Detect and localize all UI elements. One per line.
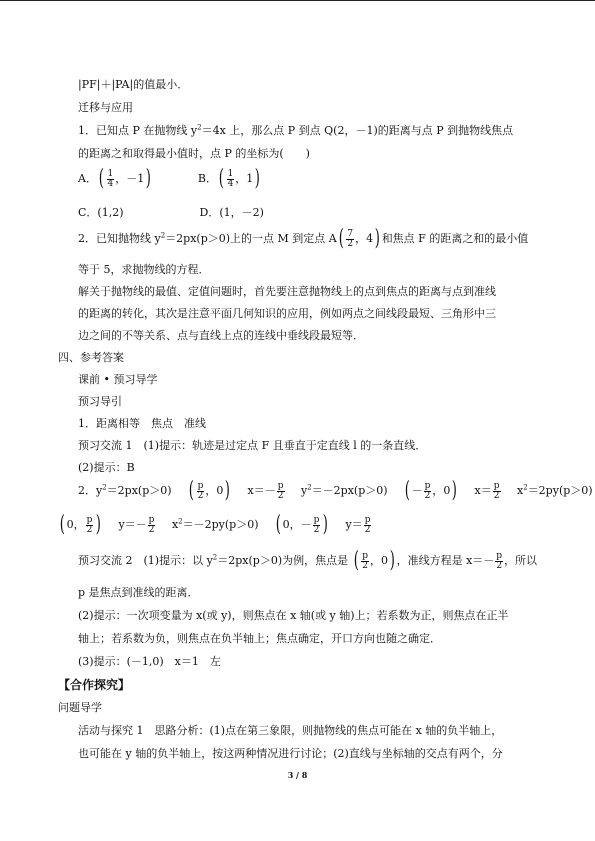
text-fragment [97,168,153,190]
text-fragment [274,514,330,536]
text-fragment: 2 [197,490,204,501]
text-fragment: p [148,514,155,525]
text-fragment: 2 [148,524,155,535]
option-c: C．(1,2) [78,206,124,219]
text-fragment: ( [404,478,410,503]
text-fragment: ＝－2px(p＞0) [311,484,388,497]
question-2 [78,228,537,250]
paren: ( [218,166,224,191]
text-fragment: ) [323,512,329,537]
text-fragment: ( [188,478,194,503]
text-fragment: y＝ [345,518,363,531]
fraction [346,230,354,249]
text-fragment [424,482,432,501]
sup: 2 [160,231,166,240]
text-line: 1．距离相等 焦点 准线 [78,417,206,430]
text-fragment: ，0 [370,554,388,567]
text-fragment: 2 [424,490,431,501]
text-line: 预习交流 1 (1)提示：轨迹是过定点 F 且垂直于定直线 l 的一条直线． [78,439,427,452]
text-fragment: ＝2py(p＞0) [527,484,593,497]
question-1 [78,123,537,139]
t: 和焦点 F 的距离之和的最小值 [381,232,529,245]
options-ab [78,168,537,190]
paren: ( [338,226,344,251]
text-fragment: ＝2px(p＞0)为例，焦点是 [217,554,349,567]
t: ，1 [235,172,254,185]
text-fragment: x＝－ [247,484,276,497]
text-fragment: p [86,514,93,525]
text-fragment: x [171,518,179,531]
section-label: 迁移与应用 [78,101,133,114]
text-fragment: ＝－2py(p＞0) [182,518,259,531]
top-rule [0,0,595,1]
text-fragment: 2 [86,524,93,535]
text-fragment [337,228,382,250]
text-fragment: p [496,550,503,561]
section-title: 【合作探究】 [58,678,131,692]
text-fragment: 2 [496,560,503,571]
formula-line-1: 2．$y^2=2px(p>0)$ ( p 2 ，0 ) x＝－ $\frac{p}{2}$ $y^2=-2px(p>0)$ ( － p 2 ，0 ) x＝ $\frac{p}{2}$ $x^2=2py(p>0)$ [78,478,593,503]
formula-line-2: ( 0， p 2 ) y＝－ $\frac{p}{2}$ $x^2=-2py(p>0)$ ( 0，－ p 2 ) y＝ $\frac{p}{2}$ [59,512,371,537]
text-fragment: p [313,514,320,525]
text-fragment: ) [452,478,458,503]
text-fragment: x [517,484,524,497]
text-fragment: 4 [107,178,114,189]
text-fragment: p [364,514,371,525]
paren: ) [146,166,152,191]
text-fragment [313,516,321,535]
text-fragment: 0， [66,518,85,531]
option-b-label: B． [197,172,217,185]
text-fragment: ，所以 [504,554,538,567]
text-fragment: ，0 [205,484,224,497]
text-fragment [361,552,369,571]
t: ＝4x 上，那么点 P 到点 Q(2，－1)的距离与点 P 到抛物线焦点 [201,124,514,137]
text-fragment: ( [353,548,359,573]
text-fragment: ( [59,512,65,537]
text-fragment: 2 [313,524,320,535]
text-fragment: x＝ [474,484,492,497]
text-line: 的距离之和取得最小值时，点 P 的坐标为( ) [78,147,310,160]
text-fragment: 1 [227,168,234,179]
text-fragment: ，准线方程是 x＝－ [396,554,495,567]
fraction [107,170,115,189]
text-fragment [364,516,372,535]
text-fragment: 7 [347,228,354,239]
text-fragment [403,480,459,502]
text-line: p 是焦点到准线的距离． [78,586,199,599]
text-fragment [495,552,503,571]
text-fragment [148,516,156,535]
t: ，－1 [115,172,145,185]
text-line: 的距离的转化，其次是注意平面几何知识的应用，例如两点之间线段最短、三角形中三 [78,307,496,320]
text-fragment [86,516,94,535]
text-fragment: － [411,484,423,497]
text-fragment: ( [275,512,281,537]
subheading: 课前 • 预习导学 [78,373,158,386]
text-fragment: ，0 [432,484,451,497]
section-heading: 四、参考答案 [58,351,124,364]
option-a-label: A． [78,172,97,185]
paren: ( [98,166,104,191]
text-fragment: 预习交流 2 (1)提示：以 y [78,554,213,567]
text-fragment: 2 [277,490,284,501]
text-fragment: ) [389,548,395,573]
text-line: 等于 5，求抛物线的方程． [78,263,210,276]
text-fragment: ＝2px(p＞0) [106,484,172,497]
text-fragment: 4 [227,178,234,189]
text-fragment: ) [96,512,102,537]
text-fragment: 2 [347,238,354,249]
text-fragment: 2 [364,524,371,535]
text-fragment: p [493,480,500,491]
text-fragment [277,482,285,501]
text-fragment [187,480,232,502]
fraction [227,170,235,189]
text-fragment [217,168,262,190]
paren: ) [255,166,261,191]
text-fragment: y [301,484,308,497]
text-fragment: 1 [107,168,114,179]
options-cd [78,205,537,221]
text-fragment [197,482,205,501]
text-fragment: p [424,480,431,491]
t: 1．已知点 P 在抛物线 y [78,124,198,137]
text-fragment: 2．y [78,484,103,497]
text-fragment: p [277,480,284,491]
option-d: D．(1，－2) [199,206,264,219]
text-line: 轴上；若系数为负，则焦点在负半轴上；焦点确定，开口方向也随之确定． [78,632,441,645]
text-fragment: p [197,480,204,491]
text-line: 边之间的不等关系、点与直线上点的连线中垂线段最短等． [78,329,364,342]
page-number: 3 / 8 [287,770,308,780]
subheading: 问题导学 [58,701,102,714]
text-fragment: p [362,550,368,561]
text-line: (2)提示：B [78,461,135,474]
t: ，4 [355,232,374,245]
text-fragment: y＝－ [118,518,147,531]
text-fragment: ) [225,478,231,503]
text-line: 活动与探究 1 思路分析：(1)点在第三象限，则抛物线的焦点可能在 x 轴的负半轴上， [78,724,503,737]
text-fragment: 2 [362,560,368,571]
text-fragment [493,482,501,501]
text-line: 解关于抛物线的最值、定值问题时，首先要注意抛物线上的点到焦点的距离与点到准线 [78,285,496,298]
formula-line-3: 预习交流 2 (1)提示：以 $y^2=2px(p>0)$为例，焦点是 ( p 2 ，0 ) ，准线方程是 x＝－ $\frac{p}{2}$ ，所以 [78,548,538,573]
t: 2．已知抛物线 y [78,232,161,245]
text-fragment: 2 [493,490,500,501]
text-fragment [352,550,397,572]
text-fragment: 0，－ [282,518,312,531]
subheading: 预习导引 [78,395,122,408]
paren: ) [374,226,380,251]
text-line: |PF|＋|PA|的值最小． [78,78,189,91]
text-fragment [58,514,103,536]
text-line: (3)提示：(－1,0) x＝1 左 [78,655,221,668]
t: ＝2px(p＞0)上的一点 M 到定点 A [165,232,337,245]
sup: 2 [197,123,202,132]
text-line: 也可能在 y 轴的负半轴上，按这两种情况进行讨论；(2)直线与坐标轴的交点有两个，分 [78,747,503,760]
text-line: (2)提示：一次项变量为 x(或 y)，则焦点在 x 轴(或 y 轴)上；若系数为正，则焦点在正半 [78,609,509,622]
